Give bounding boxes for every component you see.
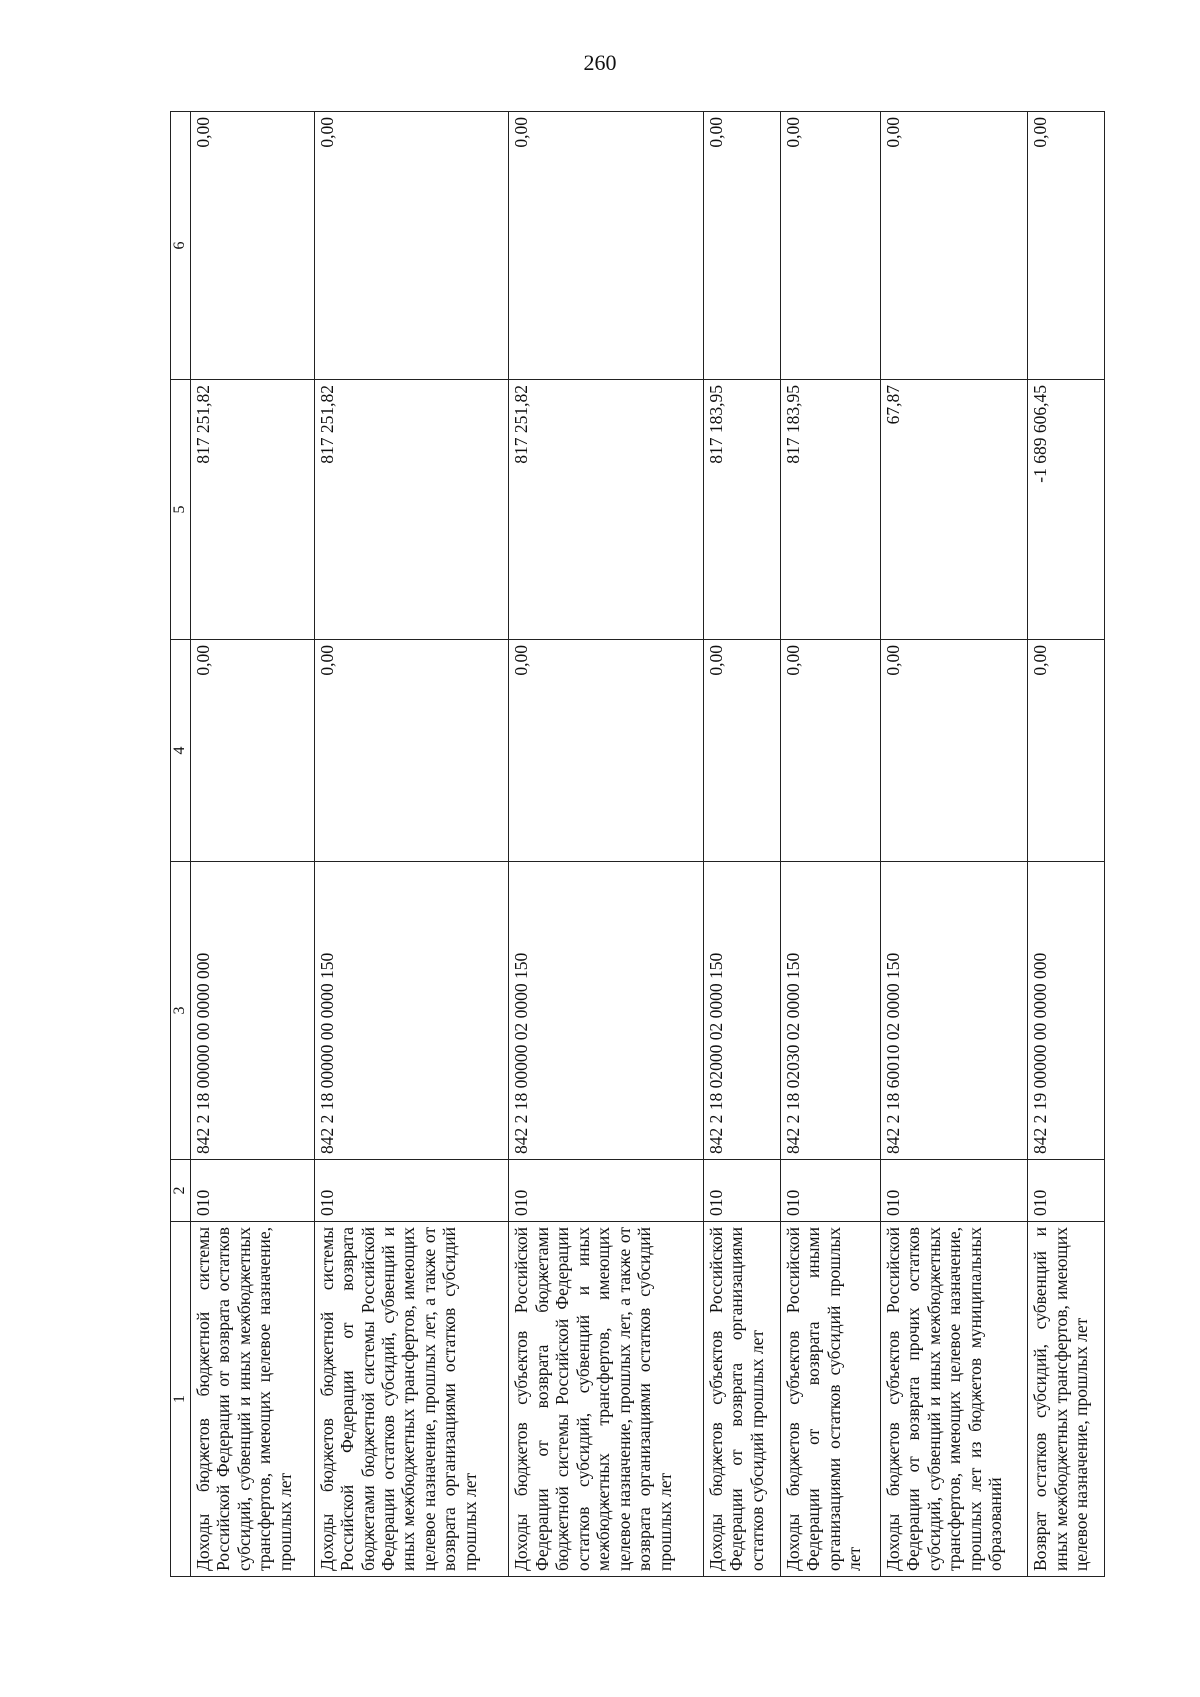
table-row — [780, 112, 880, 1577]
row-value-col5: 817 251,82 — [314, 380, 509, 640]
column-header-3: 3 — [171, 862, 191, 1160]
table-row — [314, 112, 509, 1577]
row-line-code: 010 — [880, 1160, 1027, 1222]
row-description: Доходы бюджетов бюджетной системы Российской Федерации от возврата остатков субсидий, субвенций и иных межбюджетных трансфертов, имеющих целевое назначение, прошлых лет — [190, 1222, 314, 1577]
row-value-col6: 0,00 — [1028, 112, 1105, 380]
row-description: Доходы бюджетов субъектов Российской Федерации от возврата бюджетами бюджетной системы Российской Федерации остатков субсидий, субвенций и иных межбюджетных трансфертов, имеющих целевое назначение, прошлых лет, а также от возврата организациями остатков субсидий прошлых лет — [509, 1222, 704, 1577]
row-budget-code: 842 2 19 00000 00 0000 000 — [1028, 862, 1105, 1160]
row-value-col5: 67,87 — [880, 380, 1027, 640]
row-budget-code: 842 2 18 02000 02 0000 150 — [704, 862, 781, 1160]
budget-income-table — [170, 111, 1105, 1577]
row-value-col5: -1 689 606,45 — [1028, 380, 1105, 640]
table-row — [704, 112, 781, 1577]
row-value-col5: 817 251,82 — [509, 380, 704, 640]
row-description: Доходы бюджетов субъектов Российской Федерации от возврата прочих остатков субсидий, субвенций и иных межбюджетных трансфертов, имеющих целевое назначение, прошлых лет из бюджетов муниципальных образований — [880, 1222, 1027, 1577]
column-header-4: 4 — [171, 640, 191, 862]
row-value-col6: 0,00 — [780, 112, 880, 380]
row-value-col4: 0,00 — [704, 640, 781, 862]
row-value-col4: 0,00 — [1028, 640, 1105, 862]
row-line-code: 010 — [780, 1160, 880, 1222]
row-value-col6: 0,00 — [509, 112, 704, 380]
row-value-col4: 0,00 — [314, 640, 509, 862]
table-row — [190, 112, 314, 1577]
table-row — [509, 112, 704, 1577]
row-line-code: 010 — [704, 1160, 781, 1222]
row-description: Возврат остатков субсидий, субвенций и иных межбюджетных трансфертов, имеющих целевое назначение, прошлых лет — [1028, 1222, 1105, 1577]
row-value-col5: 817 183,95 — [704, 380, 781, 640]
row-description: Доходы бюджетов бюджетной системы Российской Федерации от возврата бюджетами бюджетной системы Российской Федерации остатков субсидий, субвенций и иных межбюджетных трансфертов, имеющих целевое назначение, прошлых лет, а также от возврата организациями остатков субсидий прошлых лет — [314, 1222, 509, 1577]
column-header-6: 6 — [171, 112, 191, 380]
row-budget-code: 842 2 18 60010 02 0000 150 — [880, 862, 1027, 1160]
row-description: Доходы бюджетов субъектов Российской Федерации от возврата иными организациями остатков субсидий прошлых лет — [780, 1222, 880, 1577]
row-value-col5: 817 183,95 — [780, 380, 880, 640]
row-budget-code: 842 2 18 02030 02 0000 150 — [780, 862, 880, 1160]
row-line-code: 010 — [509, 1160, 704, 1222]
column-header-5: 5 — [171, 380, 191, 640]
row-value-col5: 817 251,82 — [190, 380, 314, 640]
row-line-code: 010 — [190, 1160, 314, 1222]
table-row — [1028, 112, 1105, 1577]
row-value-col6: 0,00 — [880, 112, 1027, 380]
row-budget-code: 842 2 18 00000 00 0000 150 — [314, 862, 509, 1160]
row-value-col6: 0,00 — [314, 112, 509, 380]
row-budget-code: 842 2 18 00000 00 0000 000 — [190, 862, 314, 1160]
row-value-col4: 0,00 — [780, 640, 880, 862]
row-value-col6: 0,00 — [190, 112, 314, 380]
column-header-1: 1 — [171, 1222, 191, 1577]
page-number: 260 — [583, 50, 617, 75]
table-header-row — [171, 112, 191, 1577]
row-value-col4: 0,00 — [880, 640, 1027, 862]
row-value-col4: 0,00 — [509, 640, 704, 862]
row-line-code: 010 — [1028, 1160, 1105, 1222]
rotated-table-container — [170, 112, 1105, 1577]
row-line-code: 010 — [314, 1160, 509, 1222]
row-value-col6: 0,00 — [704, 112, 781, 380]
row-budget-code: 842 2 18 00000 02 0000 150 — [509, 862, 704, 1160]
row-value-col4: 0,00 — [190, 640, 314, 862]
table-row — [880, 112, 1027, 1577]
column-header-2: 2 — [171, 1160, 191, 1222]
row-description: Доходы бюджетов субъектов Российской Федерации от возврата организациями остатков субсидий прошлых лет — [704, 1222, 781, 1577]
